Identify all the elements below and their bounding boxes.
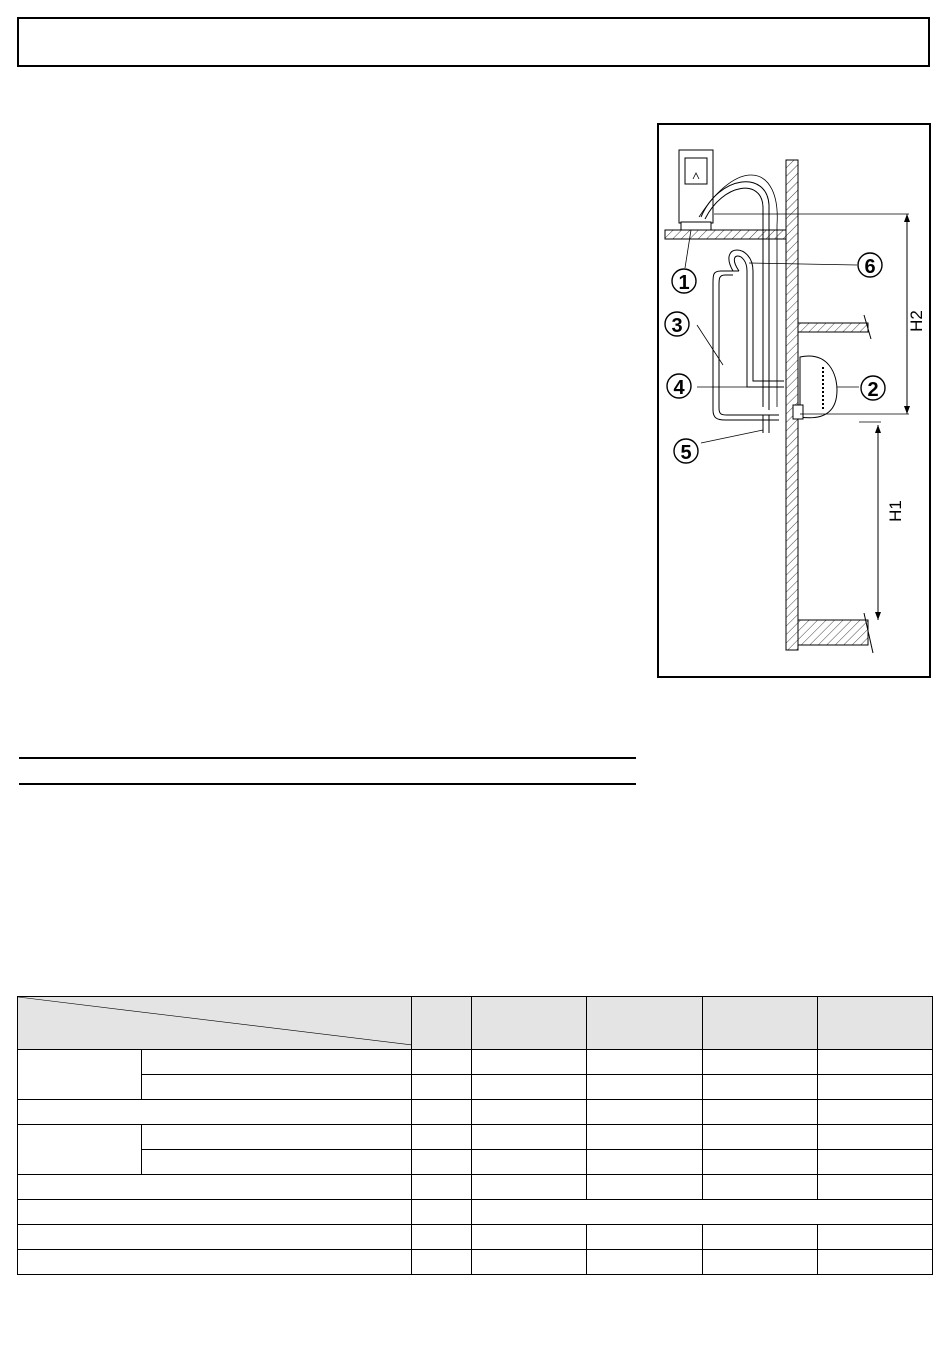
table-row: [18, 1050, 933, 1075]
indoor-unit: [800, 356, 837, 418]
value-cell: [587, 1225, 703, 1250]
value-cell: [703, 1225, 818, 1250]
table-row: [18, 1175, 933, 1200]
unit-cell: [412, 1200, 472, 1225]
table-row: [18, 1125, 933, 1150]
value-cell: [587, 1175, 703, 1200]
row-label-cell: [142, 1050, 412, 1075]
value-cell: [703, 1100, 818, 1125]
value-cell: [703, 1175, 818, 1200]
unit-cell: [412, 1125, 472, 1150]
value-cell: [818, 1250, 933, 1275]
value-cell: [818, 1225, 933, 1250]
ground-floor: [798, 620, 868, 645]
unit-cell: [412, 1250, 472, 1275]
svg-text:5: 5: [680, 442, 692, 464]
merged-value-cell: [472, 1200, 933, 1225]
row-label-cell: [18, 1225, 412, 1250]
row-label-cell: [18, 1175, 412, 1200]
value-cell: [587, 1125, 703, 1150]
table-row: [18, 1250, 933, 1275]
value-cell: [703, 1075, 818, 1100]
callout-3: [665, 312, 689, 337]
value-cell: [703, 1150, 818, 1175]
table-row: [18, 1225, 933, 1250]
page-header-box: [17, 17, 930, 67]
table-corner-cell: [18, 997, 412, 1050]
header-cell: [703, 997, 818, 1050]
value-cell: [703, 1125, 818, 1150]
row-label-cell: [142, 1150, 412, 1175]
unit-cell: [412, 1050, 472, 1075]
value-cell: [703, 1250, 818, 1275]
table-row: [18, 1200, 933, 1225]
unit-cell: [412, 1225, 472, 1250]
table-row: [18, 1100, 933, 1125]
unit-cell: [412, 1075, 472, 1100]
value-cell: [472, 1075, 587, 1100]
diagram-drawing: [659, 125, 933, 680]
value-cell: [472, 1150, 587, 1175]
dimension-label-h1: H1: [886, 500, 905, 522]
row-label-cell: [18, 1200, 412, 1225]
callout-5: [674, 439, 698, 464]
svg-text:4: 4: [673, 377, 685, 399]
callout-1: [672, 269, 696, 294]
header-cell: [587, 997, 703, 1050]
value-cell: [472, 1250, 587, 1275]
unit-cell: [412, 1150, 472, 1175]
row-label-cell: [18, 1250, 412, 1275]
row-label-cell: [18, 1100, 412, 1125]
row-group-cell: [18, 1050, 142, 1100]
unit-cell: [412, 1175, 472, 1200]
value-cell: [818, 1050, 933, 1075]
value-cell: [587, 1075, 703, 1100]
specification-table: [17, 996, 933, 1275]
value-cell: [587, 1250, 703, 1275]
svg-text:1: 1: [678, 272, 690, 294]
value-cell: [818, 1075, 933, 1100]
value-cell: [472, 1175, 587, 1200]
table-header-row: [18, 997, 933, 1050]
installation-diagram: [657, 123, 931, 678]
value-cell: [472, 1100, 587, 1125]
dimension-label-h2: H2: [907, 310, 926, 332]
value-cell: [587, 1150, 703, 1175]
value-cell: [703, 1050, 818, 1075]
svg-text:6: 6: [864, 256, 876, 278]
value-cell: [818, 1175, 933, 1200]
svg-text:3: 3: [671, 315, 683, 337]
unit-cell: [412, 1100, 472, 1125]
value-cell: [472, 1225, 587, 1250]
value-cell: [818, 1125, 933, 1150]
value-cell: [472, 1125, 587, 1150]
callout-4: [667, 374, 691, 399]
row-label-cell: [142, 1125, 412, 1150]
section-rule-top: [19, 757, 636, 759]
header-cell: [818, 997, 933, 1050]
value-cell: [818, 1150, 933, 1175]
header-unit-cell: [412, 997, 472, 1050]
value-cell: [472, 1050, 587, 1075]
row-label-cell: [142, 1075, 412, 1100]
header-cell: [472, 997, 587, 1050]
value-cell: [818, 1100, 933, 1125]
section-rule-bottom: [19, 783, 636, 785]
table-row: [18, 1150, 933, 1175]
callout-6: [858, 253, 882, 278]
middle-floor: [798, 323, 868, 332]
callout-2: [861, 376, 885, 401]
roof-slab: [665, 230, 786, 239]
value-cell: [587, 1100, 703, 1125]
row-group-cell: [18, 1125, 142, 1175]
table-row: [18, 1075, 933, 1100]
svg-text:2: 2: [867, 379, 879, 401]
value-cell: [587, 1050, 703, 1075]
